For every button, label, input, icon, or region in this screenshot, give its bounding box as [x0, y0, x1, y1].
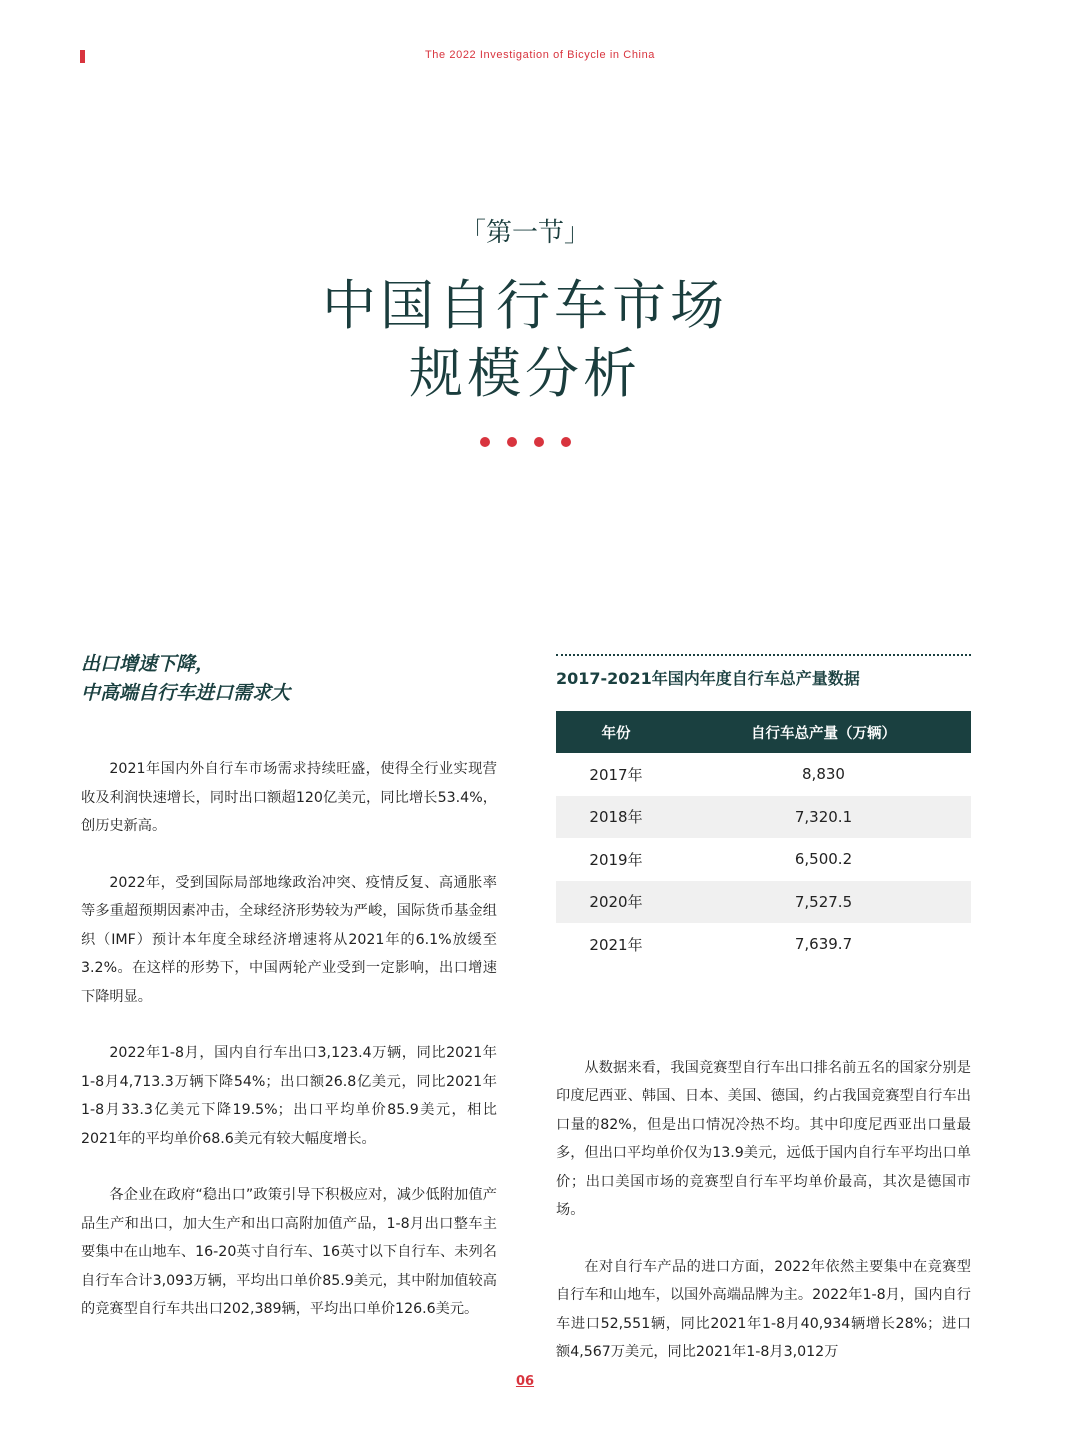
- cell-output: 7,527.5: [676, 881, 971, 924]
- dot-icon: [507, 437, 517, 447]
- table-row: [556, 753, 971, 796]
- table-title: 2017-2021年国内年度自行车总产量数据: [556, 669, 860, 688]
- right-column: [556, 650, 971, 1367]
- sub-heading-line-2: 中高端自行车进口需求大: [81, 682, 291, 704]
- sub-heading-line-1: 出口增速下降，: [81, 653, 215, 675]
- sub-heading: [81, 650, 497, 708]
- cell-output: 7,320.1: [676, 796, 971, 839]
- dotted-divider: [556, 654, 971, 656]
- section-label: 「第一节」: [459, 218, 590, 248]
- dot-icon: [534, 437, 544, 447]
- running-title: The 2022 Investigation of Bicycle in China: [424, 49, 656, 61]
- paragraph: 各企业在政府“稳出口”政策引导下积极应对，减少低附加值产品生产和出口，加大生产和出口高附加值产品，1-8月出口整车主要集中在山地车、16-20英寸自行车、16英寸以下自行车、未列名自行车合计3,093万辆，平均出口单价85.9美元，其中附加值较高的竞赛型自行车共出口202,389辆，平均出口单价126.6美元。: [81, 1187, 497, 1317]
- cell-year: 2021年: [589, 935, 643, 954]
- cell-year: 2019年: [589, 850, 643, 869]
- paragraph: 2022年，受到国际局部地缘政治冲突、疫情反复、高通胀率等多重超预期因素冲击，全球经济形势较为严峻，国际货币基金组织（IMF）预计本年度全球经济增速将从2021年的6.1%放缓至3.2%。在这样的形势下，中国两轮产业受到一定影响，出口增速下降明显。: [81, 874, 497, 1005]
- table-row: [556, 838, 971, 881]
- cell-year: 2017年: [589, 765, 643, 784]
- paragraph: 2022年1-8月，国内自行车出口3,123.4万辆，同比2021年1-8月4,713.3万辆下降54%；出口额26.8亿美元，同比2021年1-8月33.3亿美元下降19.5%；出口平均单价85.9美元，相比2021年的平均单价68.6美元有较大幅度增长。: [81, 1045, 497, 1147]
- page-title: [0, 272, 1050, 408]
- table-row: [556, 881, 971, 924]
- page-title-line-1: 中国自行车市场: [322, 274, 728, 337]
- cell-year: 2020年: [556, 881, 676, 924]
- decorative-dots: [480, 437, 571, 447]
- paragraph: 2021年国内外自行车市场需求持续旺盛，使得全行业实现营收及利润快速增长，同时出口额超120亿美元，同比增长53.4%，创历史新高。: [81, 761, 497, 834]
- column-header-year: 年份: [556, 711, 676, 753]
- cell-output: 7,639.7: [794, 935, 853, 954]
- table-header-row: [556, 711, 971, 753]
- table-row: [556, 796, 971, 839]
- dot-icon: [561, 437, 571, 447]
- production-table: [556, 711, 971, 966]
- cell-output: 8,830: [802, 765, 845, 784]
- left-column: [81, 650, 497, 1324]
- cell-year: 2018年: [556, 796, 676, 839]
- page-number: 06: [515, 1374, 535, 1389]
- table-row: [556, 923, 971, 966]
- page-title-line-2: 规模分析: [409, 342, 641, 405]
- paragraph: 在对自行车产品的进口方面，2022年依然主要集中在竞赛型自行车和山地车，以国外高端品牌为主。2022年1-8月，国内自行车进口52,551辆，同比2021年1-8月40,934辆增长28%；进口额4,567万美元，同比2021年1-8月3,012万: [556, 1258, 971, 1360]
- dot-icon: [480, 437, 490, 447]
- column-header-output: 自行车总产量（万辆）: [676, 711, 971, 753]
- cell-output: 6,500.2: [794, 850, 853, 869]
- paragraph: 从数据来看，我国竞赛型自行车出口排名前五名的国家分别是印度尼西亚、韩国、日本、美国、德国，约占我国竞赛型自行车出口量的82%，但是出口情况冷热不均。其中印度尼西亚出口量最多，但出口平均单价仅为13.9美元，远低于国内自行车平均出口单价；出口美国市场的竞赛型自行车平均单价最高，其次是德国市场。: [556, 1059, 971, 1218]
